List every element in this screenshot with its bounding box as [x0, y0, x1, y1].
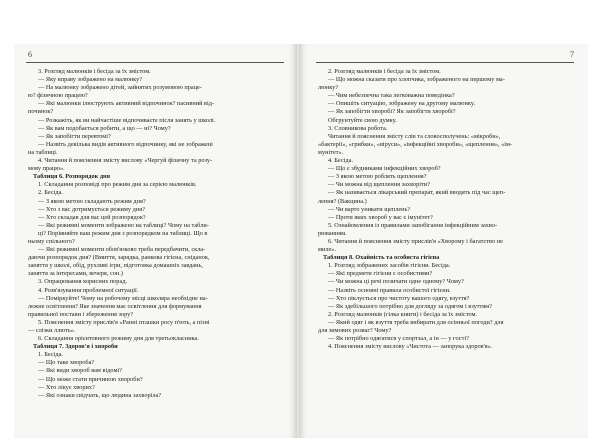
text-line: ці? Порівняйте ваш режим дня з розпорядком на таблиці. Що в: [38, 229, 208, 237]
text-line: починок?: [28, 108, 54, 116]
text-line: мунітет».: [318, 148, 344, 156]
text-line: — Яку вправу зображено на малюнку?: [38, 76, 143, 84]
text-line: — Поміркуйте! Чому на робочому місці школяра необхідне на-: [38, 294, 208, 302]
text-line: мову працю».: [28, 165, 65, 173]
text-line: — Як вам подобається робити, а що — ні? Чому?: [38, 124, 171, 132]
page-number: 7: [570, 50, 574, 59]
text-line: ньому спільного?: [28, 237, 75, 245]
text-line: 2. Розгляд малюнків (гілка книги) і бесіда за їх змістом.: [328, 310, 478, 318]
text-line: — Які малюнки ілюструють активний відпочинок? пасивний від-: [38, 100, 215, 108]
text-line: — Що можна сказати про хлопчика, зображеного на першому ма-: [328, 76, 505, 84]
text-line: — Що є збудниками інфекційних хвороб?: [328, 165, 441, 173]
text-line: 3. Словникова робота.: [328, 124, 388, 132]
text-line: заняття за інтересами, вечеря, сон.): [28, 270, 123, 278]
text-line: на таблиці.: [28, 148, 58, 156]
text-line: — Як потрібно одягатися у спортзал, а ін — у гості?: [328, 335, 469, 343]
text-line: 1. Розгляд зображених засобів гігієни. Бесіда.: [328, 262, 451, 270]
text-line: 4. Читання й пояснення змісту вислову «Чергуй фізичну та розу-: [38, 157, 213, 165]
text-line: — Чи варто уникати щеплень?: [328, 205, 411, 213]
text-line: — З якою метою роблять щеплення?: [328, 173, 427, 181]
text-line: — Які види хвороб вам відомі?: [38, 367, 122, 375]
text-line: 5. Пояснення змісту прислів'я «Ранні пташки росу п'ють, а пізні: [38, 318, 210, 326]
text-line: — З якою метою складають режим дня?: [38, 197, 146, 205]
page-number: 6: [28, 50, 32, 59]
text-line: — Які предмети гігієни є особистими?: [328, 270, 433, 278]
text-line: люнку?: [318, 84, 339, 92]
text-line: Обгрунтуйте свою думку.: [328, 116, 397, 124]
text-line: 4. Пояснення змісту вислову «Чистота — запорука здоров'я».: [328, 343, 493, 351]
text-line: — Проти яких хвороб у вас є імунітет?: [328, 213, 433, 221]
text-line: миле».: [318, 246, 337, 254]
text-line: правильної постави і збереження зору?: [28, 310, 134, 318]
text-line: — Розкажіть, як ви найчастіше відпочиваєте після занять у школі.: [38, 116, 216, 124]
right-page: [300, 44, 588, 438]
text-line: — Які режимні моменти обов'язково треба передбачити, скла-: [38, 246, 206, 254]
text-line: — Хто піклується про чистоту вашого одягу, взуття?: [328, 294, 470, 302]
header-rule: [26, 62, 284, 63]
text-line: — Хто з вас дотримується режиму дня?: [38, 205, 145, 213]
text-line: 4. Бесіда.: [328, 157, 353, 165]
text-line: заняття у школі, обід, рухливі ігри, підготовка домашніх завдань,: [28, 262, 203, 270]
header-rule: [316, 62, 574, 63]
table-heading: Таблиця 7. Здоров'я і хвороби: [33, 343, 118, 351]
text-line: 6. Читання й пояснення змісту прислів'я «Хворому і багатство не: [328, 237, 503, 245]
text-line: 3. Опрацювання корисних порад.: [38, 278, 128, 286]
text-line: — Як називається лікарський препарат, який вводять під час щеп-: [328, 189, 506, 197]
text-line: — Чи можна ці речі позичати одне одному? Чому?: [328, 278, 464, 286]
text-line: — Опишіть ситуацію, зображену на другому малюнку.: [328, 100, 475, 108]
text-line: 4. Розв'язування проблемної ситуації.: [38, 286, 139, 294]
book-spread: [14, 44, 588, 444]
text-line: 2. Бесіда.: [38, 189, 63, 197]
text-line: Читання й пояснення змісту слів та словосполучень: «мікроби»,: [328, 132, 501, 140]
text-line: ю? фізичною працею?: [28, 92, 88, 100]
text-line: 1. Бесіда.: [38, 351, 63, 359]
text-line: — Хто складав для вас цей розпорядок?: [38, 213, 146, 221]
text-line: 5. Ознайомлення із правилами запобігання інфекційним захво-: [328, 221, 498, 229]
text-line: 2. Розгляд малюнків і бесіда за їх змістом.: [328, 68, 441, 75]
text-line: — Які ознаки свідчать, що людина захворіла?: [38, 391, 162, 399]
text-line: лежне освітлення? Яке значення має освітлення для формування: [28, 302, 202, 310]
text-line: — Який одяг і як взуття треба вибирати для осінньої погоди? для: [328, 318, 504, 326]
text-line: — Як запобігти перевтомі?: [38, 132, 111, 140]
text-line: — Які режимні моменти зображено на таблиці? Чому на табли-: [38, 221, 209, 229]
text-line: «бактерії», «грибки», «віруси», «інфекційні хвороби», «щеплення», «ім-: [318, 140, 513, 148]
text-line: даючи розпорядок дня? (Вмиття, зарядка, ранкова гігієна, сніданок,: [28, 254, 210, 262]
page-text: [318, 68, 574, 351]
text-line: — слізки ллють».: [28, 327, 76, 334]
text-line: — Як здебільшого потрібно для догляду за одягом і взуттям?: [328, 302, 492, 310]
text-line: — Назвіть декілька видів активного відпочинку, які не зображені: [38, 140, 213, 148]
text-line: 1. Складання розповіді про режим дня за серією малюнків.: [38, 181, 197, 189]
left-page: [14, 44, 296, 438]
text-line: — Як запобігти хворобі? Як запобігти хворобі?: [328, 108, 456, 116]
table-heading: Таблиця 8. Охайність та особиста гігієна: [323, 254, 440, 262]
text-line: — Чим небезпечна така легковажна поведінка?: [328, 92, 455, 100]
text-line: 6. Складання орієнтовного режиму дня для третьокласника.: [38, 335, 199, 343]
text-line: лення? (Вакцина.): [318, 197, 367, 205]
page-text: [28, 68, 284, 400]
text-line: рюванням.: [318, 229, 347, 237]
text-line: — Назвіть основні правила особистої гігієни.: [328, 286, 451, 294]
text-line: — Що таке хвороба?: [38, 359, 95, 367]
text-line: — Хто лікує хворих?: [38, 383, 95, 391]
text-line: — Що може стати причиною хвороби?: [38, 375, 143, 383]
table-heading: Таблиця 6. Розпорядок дня: [33, 173, 111, 181]
text-line: 3. Розгляд малюнків і бесіда за їх змістом.: [38, 68, 151, 75]
text-line: для зимових розваг? Чому?: [318, 327, 392, 334]
text-line: — Чи можна від щеплення захворіти?: [328, 181, 430, 189]
text-line: — На малюнку зображено дітей, зайнятих розумовою праце-: [38, 84, 202, 92]
